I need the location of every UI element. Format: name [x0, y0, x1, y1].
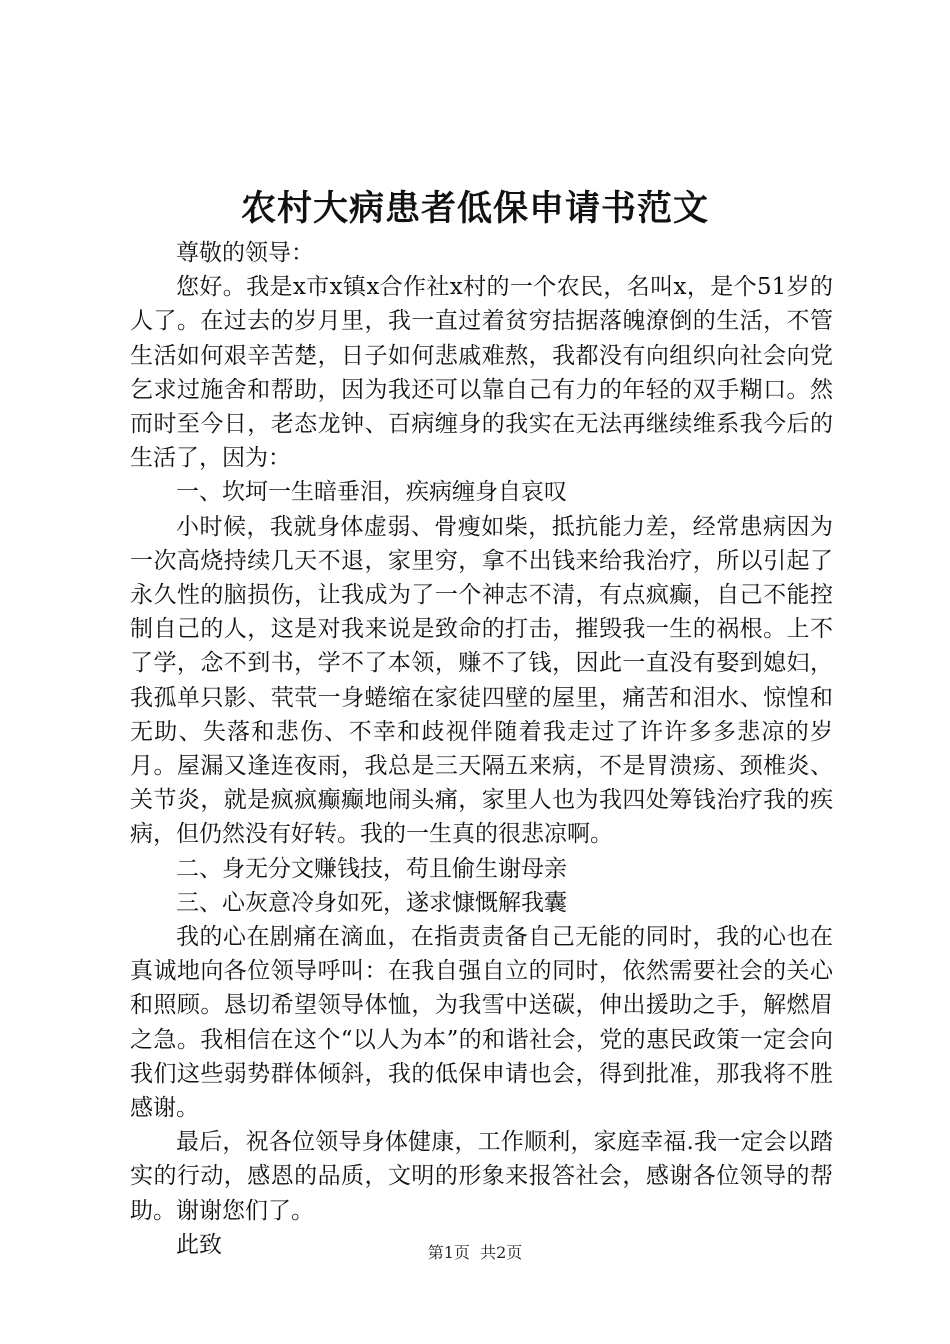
- section-heading-2: 二、身无分文赚钱技，苟且偷生谢母亲: [176, 855, 567, 882]
- paragraph-appeal: 我的心在剧痛在滴血，在指责责备自己无能的同时，我的心也在真诚地向各位领导呼叫：在我自强自立的同时，依然需要社会的关心和照顾。恳切希望领导体恤，为我雪中送碳，伸出援助之手，解燃眉之急。我相信在这个“以人为本”的和谐社会，党的惠民政策一定会向我们这些弱势群体倾斜，我的低保申请也会，得到批准，那我将不胜感谢。: [130, 924, 833, 1122]
- document-body: [130, 236, 833, 1262]
- paragraph-closing: 最后，祝各位领导身体健康，工作顺利，家庭幸福.我一定会以踏实的行动，感恩的品质，文明的形象来报答社会，感谢各位领导的帮助。谢谢您们了。: [130, 1129, 833, 1224]
- section-heading-1: 一、坎坷一生暗垂泪，疾病缠身自哀叹: [176, 479, 567, 506]
- section-heading-3: 三、心灰意冷身如死，遂求慷慨解我囊: [176, 889, 567, 916]
- page-total: 共2页: [480, 1243, 523, 1262]
- paragraph-section-1: 小时候，我就身体虚弱、骨瘦如柴，抵抗能力差，经常患病因为一次高烧持续几天不退，家里穷，拿不出钱来给我治疗，所以引起了永久性的脑损伤，让我成为了一个神志不清，有点疯癫，自己不能控制自己的人，这是对我来说是致命的打击，摧毁我一生的祸根。上不了学，念不到书，学不了本领，赚不了钱，因此一直没有娶到媳妇，我孤单只影、茕茕一身蜷缩在家徒四壁的屋里，痛苦和泪水、惊惶和无助、失落和悲伤、不幸和歧视伴随着我走过了许许多多悲凉的岁月。屋漏又逢连夜雨，我总是三天隔五来病，不是胃溃疡、颈椎炎、关节炎，就是疯疯癫癫地闹头痛，家里人也为我四处筹钱治疗我的疾病，但仍然没有好转。我的一生真的很悲凉啊。: [130, 513, 833, 848]
- closing-phrase: 此致: [176, 1231, 222, 1258]
- page-title: 农村大病患者低保申请书范文: [240, 188, 709, 229]
- page-footer: [0, 1241, 950, 1265]
- page-number: 第1页: [427, 1243, 470, 1262]
- paragraph-intro: 您好。我是x市x镇x合作社x村的一个农民，名叫x，是个51岁的人了。在过去的岁月里，我一直过着贫穷拮据落魄潦倒的生活，不管生活如何艰辛苦楚，日子如何悲戚难熬，我都没有向组织向社会向党乞求过施舍和帮助，因为我还可以靠自己有力的年轻的双手糊口。然而时至今日，老态龙钟、百病缠身的我实在无法再继续维系我今后的生活了，因为：: [130, 274, 833, 472]
- salutation: 尊敬的领导：: [176, 240, 314, 266]
